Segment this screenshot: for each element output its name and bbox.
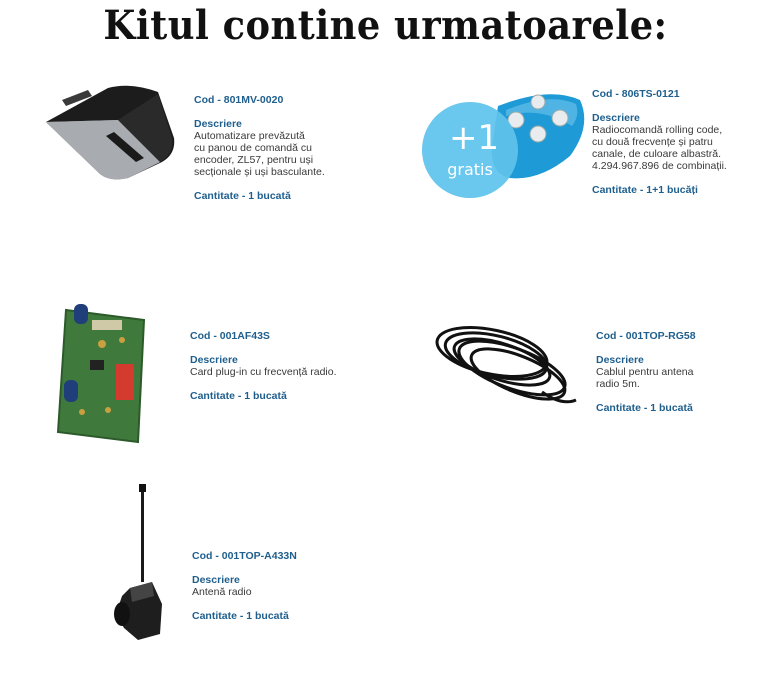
gratis-badge-text: gratis — [447, 160, 493, 179]
antenna-icon — [108, 484, 168, 644]
product-code: Cod - 001TOP-RG58 — [596, 330, 696, 342]
product-quantity: Cantitate - 1 bucată — [194, 190, 291, 202]
description-label: Descriere — [592, 112, 640, 124]
product-quantity: Cantitate - 1 bucată — [596, 402, 693, 414]
product-description: Cablul pentru antena radio 5m. — [596, 366, 694, 390]
gratis-badge-plus: +1 — [448, 118, 500, 158]
product-description: Automatizare prevăzută cu panou de comandă cu encoder, ZL57, pentru uși secționale și uși basculante. — [194, 130, 325, 178]
description-label: Descriere — [190, 354, 238, 366]
product-code: Cod - 001AF43S — [190, 330, 270, 342]
product-item-motor — [194, 94, 374, 202]
product-code: Cod - 801MV-0020 — [194, 94, 284, 106]
product-quantity: Cantitate - 1 bucată — [192, 610, 289, 622]
product-description: Antenă radio — [192, 586, 252, 598]
description-label: Descriere — [192, 574, 240, 586]
product-description: Radiocomandă rolling code, cu două frecvențe și patru canale, de culoare albastră. 4.294.967.896 de combinații. — [592, 124, 727, 172]
description-label: Descriere — [596, 354, 644, 366]
product-item-cable — [596, 330, 756, 414]
page-title: Kitul contine urmatoarele: — [103, 2, 668, 49]
product-item-antenna — [192, 550, 372, 622]
product-item-radio-card — [190, 330, 370, 402]
product-code: Cod - 806TS-0121 — [592, 88, 680, 100]
coiled-cable-icon — [432, 312, 582, 412]
product-code: Cod - 001TOP-A433N — [192, 550, 297, 562]
motor-unit-icon — [40, 82, 180, 182]
radio-card-icon — [52, 300, 152, 445]
product-item-remote — [592, 88, 762, 196]
description-label: Descriere — [194, 118, 242, 130]
product-quantity: Cantitate - 1 bucată — [190, 390, 287, 402]
product-quantity: Cantitate - 1+1 bucăți — [592, 184, 698, 196]
product-description: Card plug-in cu frecvență radio. — [190, 366, 337, 378]
